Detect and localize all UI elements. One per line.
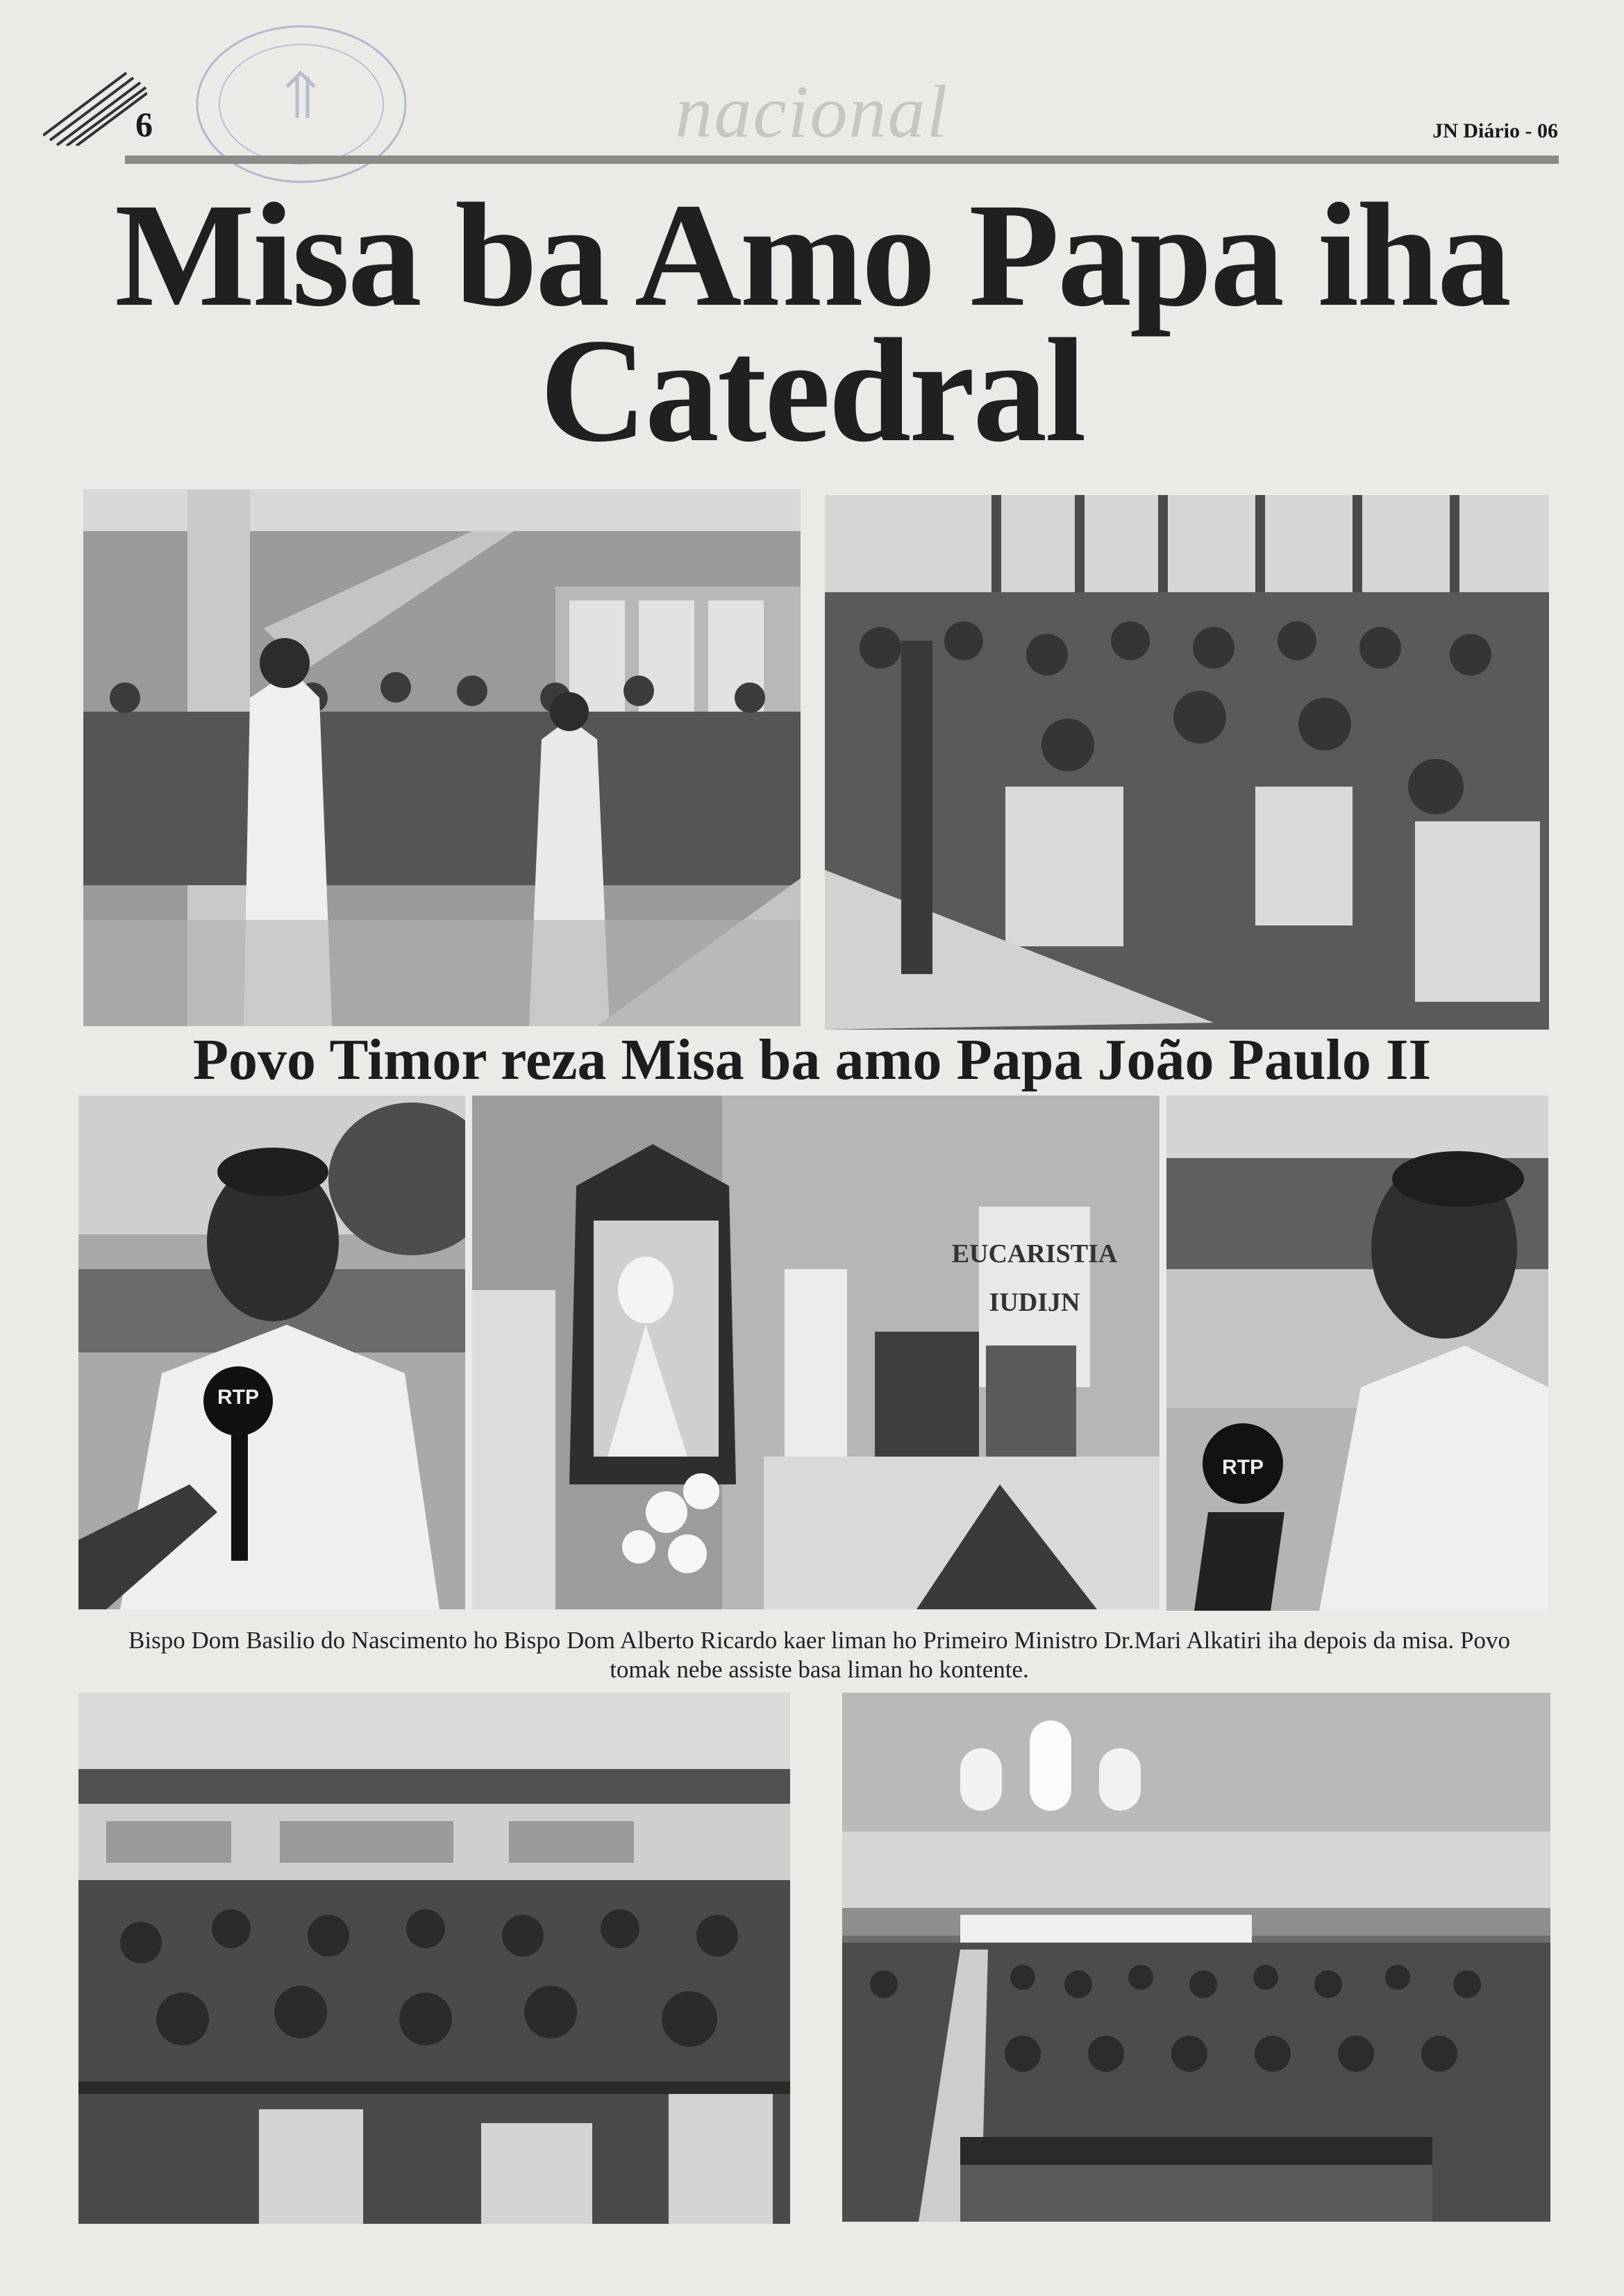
photo-crowd-nave-left [78,1693,790,2224]
rtp-mic-logo-2: RTP [1222,1456,1264,1479]
publication-issue: JN Diário - 06 [1432,119,1558,142]
photo-caption: Bispo Dom Basilio do Nascimento ho Bispo Dom Alberto Ricardo kaer liman ho Primeiro Ministro Dr.Mari Alkatiri iha depois da misa. Povo tomak nebe assiste basa liman ho kontente. [128,1627,1510,1683]
headline-line-1: Misa ba Amo Papa iha [115,173,1509,337]
page-number: 6 [135,105,153,144]
banner-line-2: IUDIJN [989,1288,1080,1317]
headline-line-2: Catedral [539,308,1085,473]
header-rule [125,156,1559,164]
photo-bishops-procession [83,489,801,1026]
rtp-mic-logo: RTP [217,1386,259,1409]
photo-bishop-interview [78,1096,465,1609]
photo-crowd-nave-right [842,1693,1550,2222]
section-title: nacional [675,71,949,153]
photo-congregation-front [825,495,1549,1030]
banner-eucaristia: EUCARISTIA [951,1239,1118,1268]
photo-bishop-microphone [1166,1096,1548,1611]
headline [0,173,1624,473]
subheadline: Povo Timor reza Misa ba amo Papa João Paulo II [192,1028,1432,1092]
photo-altar-portrait [472,1096,1160,1609]
